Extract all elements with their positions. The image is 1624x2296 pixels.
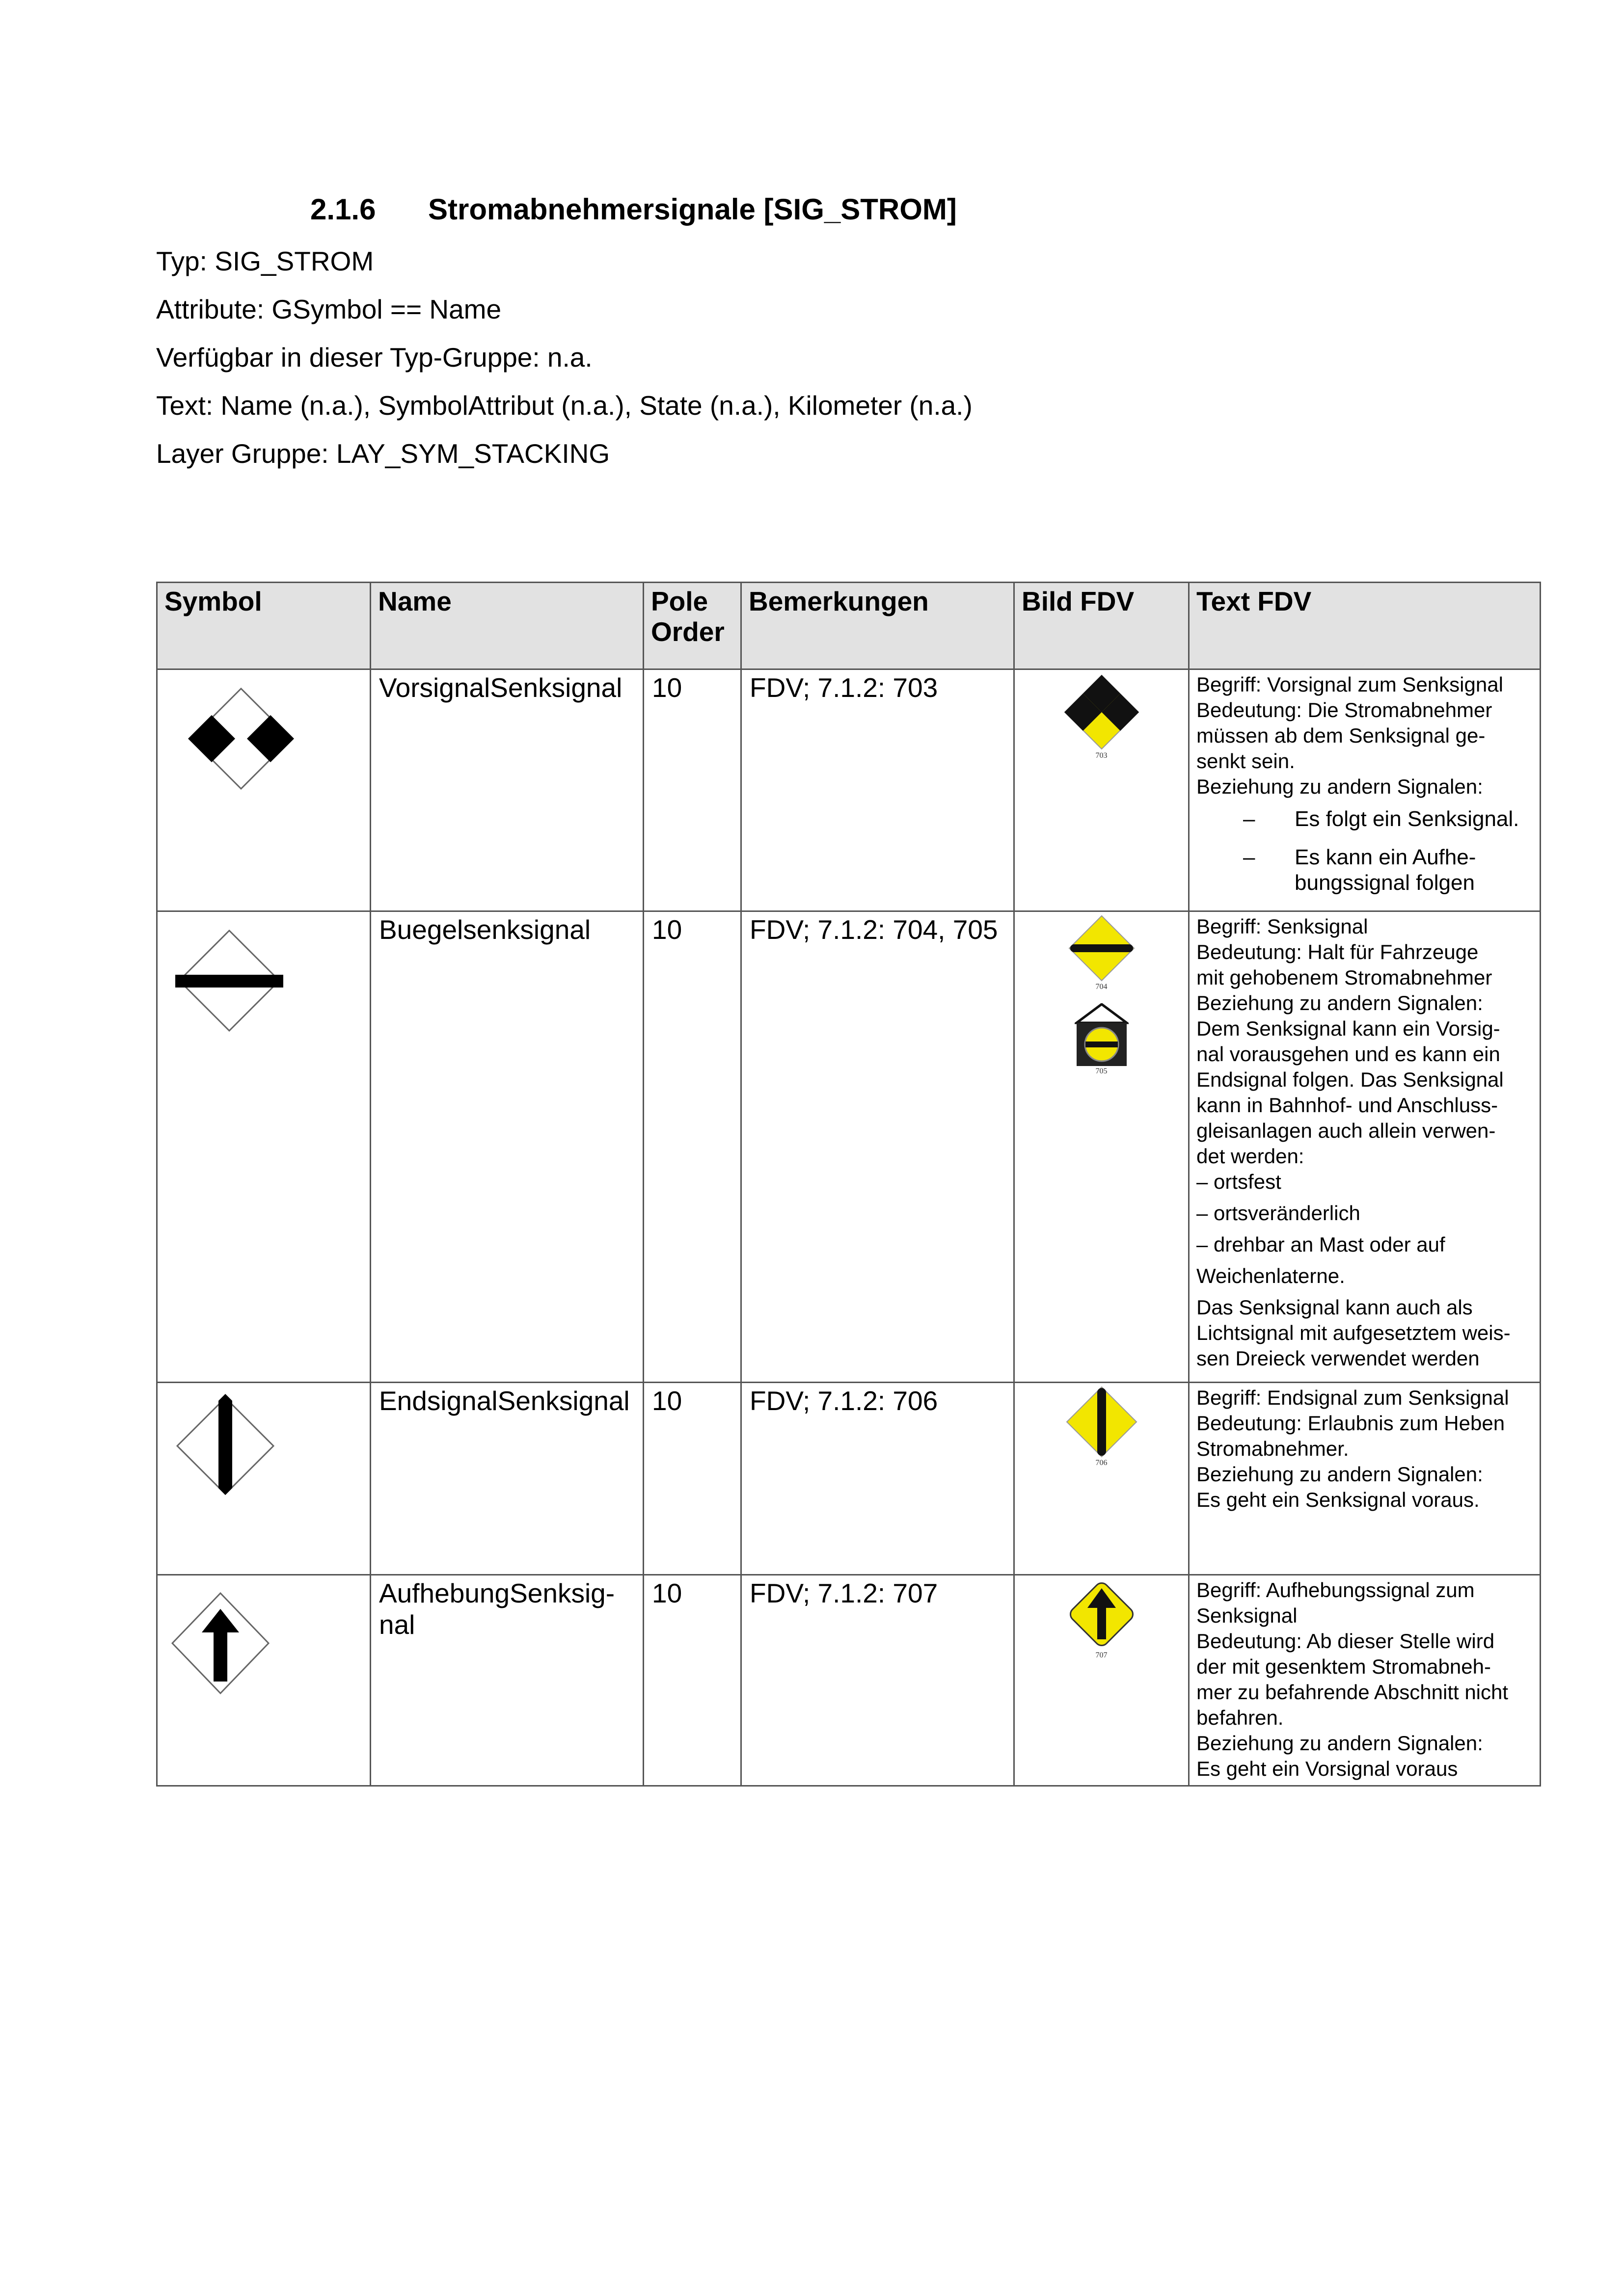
vorsignal-symbol-icon <box>182 680 300 798</box>
list-item: – Es folgt ein Senksignal. <box>1243 807 1519 831</box>
name-cell: EndsignalSenksignal <box>371 1383 644 1575</box>
bild-fdv-cell <box>1014 1575 1189 1786</box>
name-cell: AufhebungSenksig- nal <box>371 1575 644 1786</box>
pole-order-cell: 10 <box>644 1575 741 1786</box>
table-row <box>157 1383 1541 1575</box>
pole-order-cell: 10 <box>644 669 741 911</box>
meta-layer: Layer Gruppe: LAY_SYM_STACKING <box>156 438 610 469</box>
signal-table <box>156 582 1541 1787</box>
text-fdv-cell: Begriff: Vorsignal zum Senksignal Bedeutung: Die Stromabnehmer müssen ab dem Senksignal ge- senkt sein. Beziehung zu andern Signalen: – Es folgt ein Senksignal. – Es kann ein Aufhe- bungssignal folgen <box>1189 669 1541 911</box>
fdv-707-icon <box>1065 1577 1138 1651</box>
bemerkungen-cell: FDV; 7.1.2: 704, 705 <box>741 911 1014 1383</box>
header-bild-fdv: Bild FDV <box>1014 583 1189 669</box>
header-bemerkungen: Bemerkungen <box>741 583 1014 669</box>
symbol-cell <box>157 1575 371 1786</box>
bild-fdv-cell <box>1014 1383 1189 1575</box>
section-title: Stromabnehmersignale [SIG_STROM] <box>428 193 957 226</box>
text-fdv-cell: Begriff: Aufhebungssignal zum Senksignal Bedeutung: Ab dieser Stelle wird der mit gesenktem Stromabneh- mer zu befahrende Abschnitt nicht befahren. Beziehung zu andern Signalen: Es geht ein Vorsignal voraus <box>1189 1575 1541 1786</box>
section-heading <box>310 192 957 226</box>
text-fdv-cell: Begriff: Endsignal zum Senksignal Bedeutung: Erlaubnis zum Heben Stromabnehmer. Beziehung zu andern Signalen: Es geht ein Senksignal voraus. <box>1189 1383 1541 1575</box>
bemerkungen-cell: FDV; 7.1.2: 703 <box>741 669 1014 911</box>
table-row <box>157 911 1541 1383</box>
pole-order-cell: 10 <box>644 1383 741 1575</box>
bild-fdv-cell <box>1014 911 1189 1383</box>
list-item: – Es kann ein Aufhe- bungssignal folgen <box>1243 845 1476 895</box>
header-text-fdv: Text FDV <box>1189 583 1541 669</box>
header-symbol: Symbol <box>157 583 371 669</box>
fdv-caption: 705 <box>1095 1067 1108 1075</box>
symbol-cell <box>157 669 371 911</box>
table-row <box>157 669 1541 911</box>
meta-verfuegbar: Verfügbar in dieser Typ-Gruppe: n.a. <box>156 342 593 373</box>
meta-typ: Typ: SIG_STROM <box>156 246 374 276</box>
section-number: 2.1.6 <box>310 193 376 226</box>
bemerkungen-cell: FDV; 7.1.2: 707 <box>741 1575 1014 1786</box>
header-pole-order: Pole Order <box>644 583 741 669</box>
bild-fdv-cell <box>1014 669 1189 911</box>
table-header-row <box>157 583 1541 669</box>
table-row <box>157 1575 1541 1786</box>
bullet-list <box>1196 806 1533 896</box>
fdv-703-icon <box>1062 673 1141 751</box>
fdv-caption: 703 <box>1095 751 1108 760</box>
name-cell: VorsignalSenksignal <box>371 669 644 911</box>
fdv-706-icon <box>1065 1385 1138 1459</box>
buegelsenksignal-symbol-icon <box>170 927 288 1044</box>
fdv-caption: 704 <box>1095 983 1108 991</box>
aufhebung-symbol-icon <box>166 1589 274 1697</box>
fdv-caption: 707 <box>1095 1651 1108 1659</box>
text-fdv-cell: Begriff: Senksignal Bedeutung: Halt für Fahrzeuge mit gehobenem Stromabnehmer Beziehung zu andern Signalen: Dem Senksignal kann ein Vorsig- nal vorausgehen und es kann ein Endsignal folgen. Das Senksignal kann in Bahnhof- und Anschluss- gleisanlagen auch allein verwen- det werden: – ortsfest – ortsveränderlich – drehbar an Mast oder auf Weichenlaterne. Das Senksignal kann auch als Lichtsignal mit aufgesetztem weis- sen Dreieck verwendet werden <box>1189 911 1541 1383</box>
symbol-cell <box>157 911 371 1383</box>
name-cell: Buegelsenksignal <box>371 911 644 1383</box>
symbol-cell <box>157 1383 371 1575</box>
fdv-704-icon <box>1067 914 1136 983</box>
fdv-705-icon <box>1075 1003 1129 1067</box>
meta-text: Text: Name (n.a.), SymbolAttribut (n.a.), State (n.a.), Kilometer (n.a.) <box>156 390 973 421</box>
fdv-caption: 706 <box>1095 1459 1108 1467</box>
pole-order-cell: 10 <box>644 911 741 1383</box>
bemerkungen-cell: FDV; 7.1.2: 706 <box>741 1383 1014 1575</box>
meta-attribute: Attribute: GSymbol == Name <box>156 294 502 324</box>
header-name: Name <box>371 583 644 669</box>
endsignal-symbol-icon <box>171 1392 279 1500</box>
